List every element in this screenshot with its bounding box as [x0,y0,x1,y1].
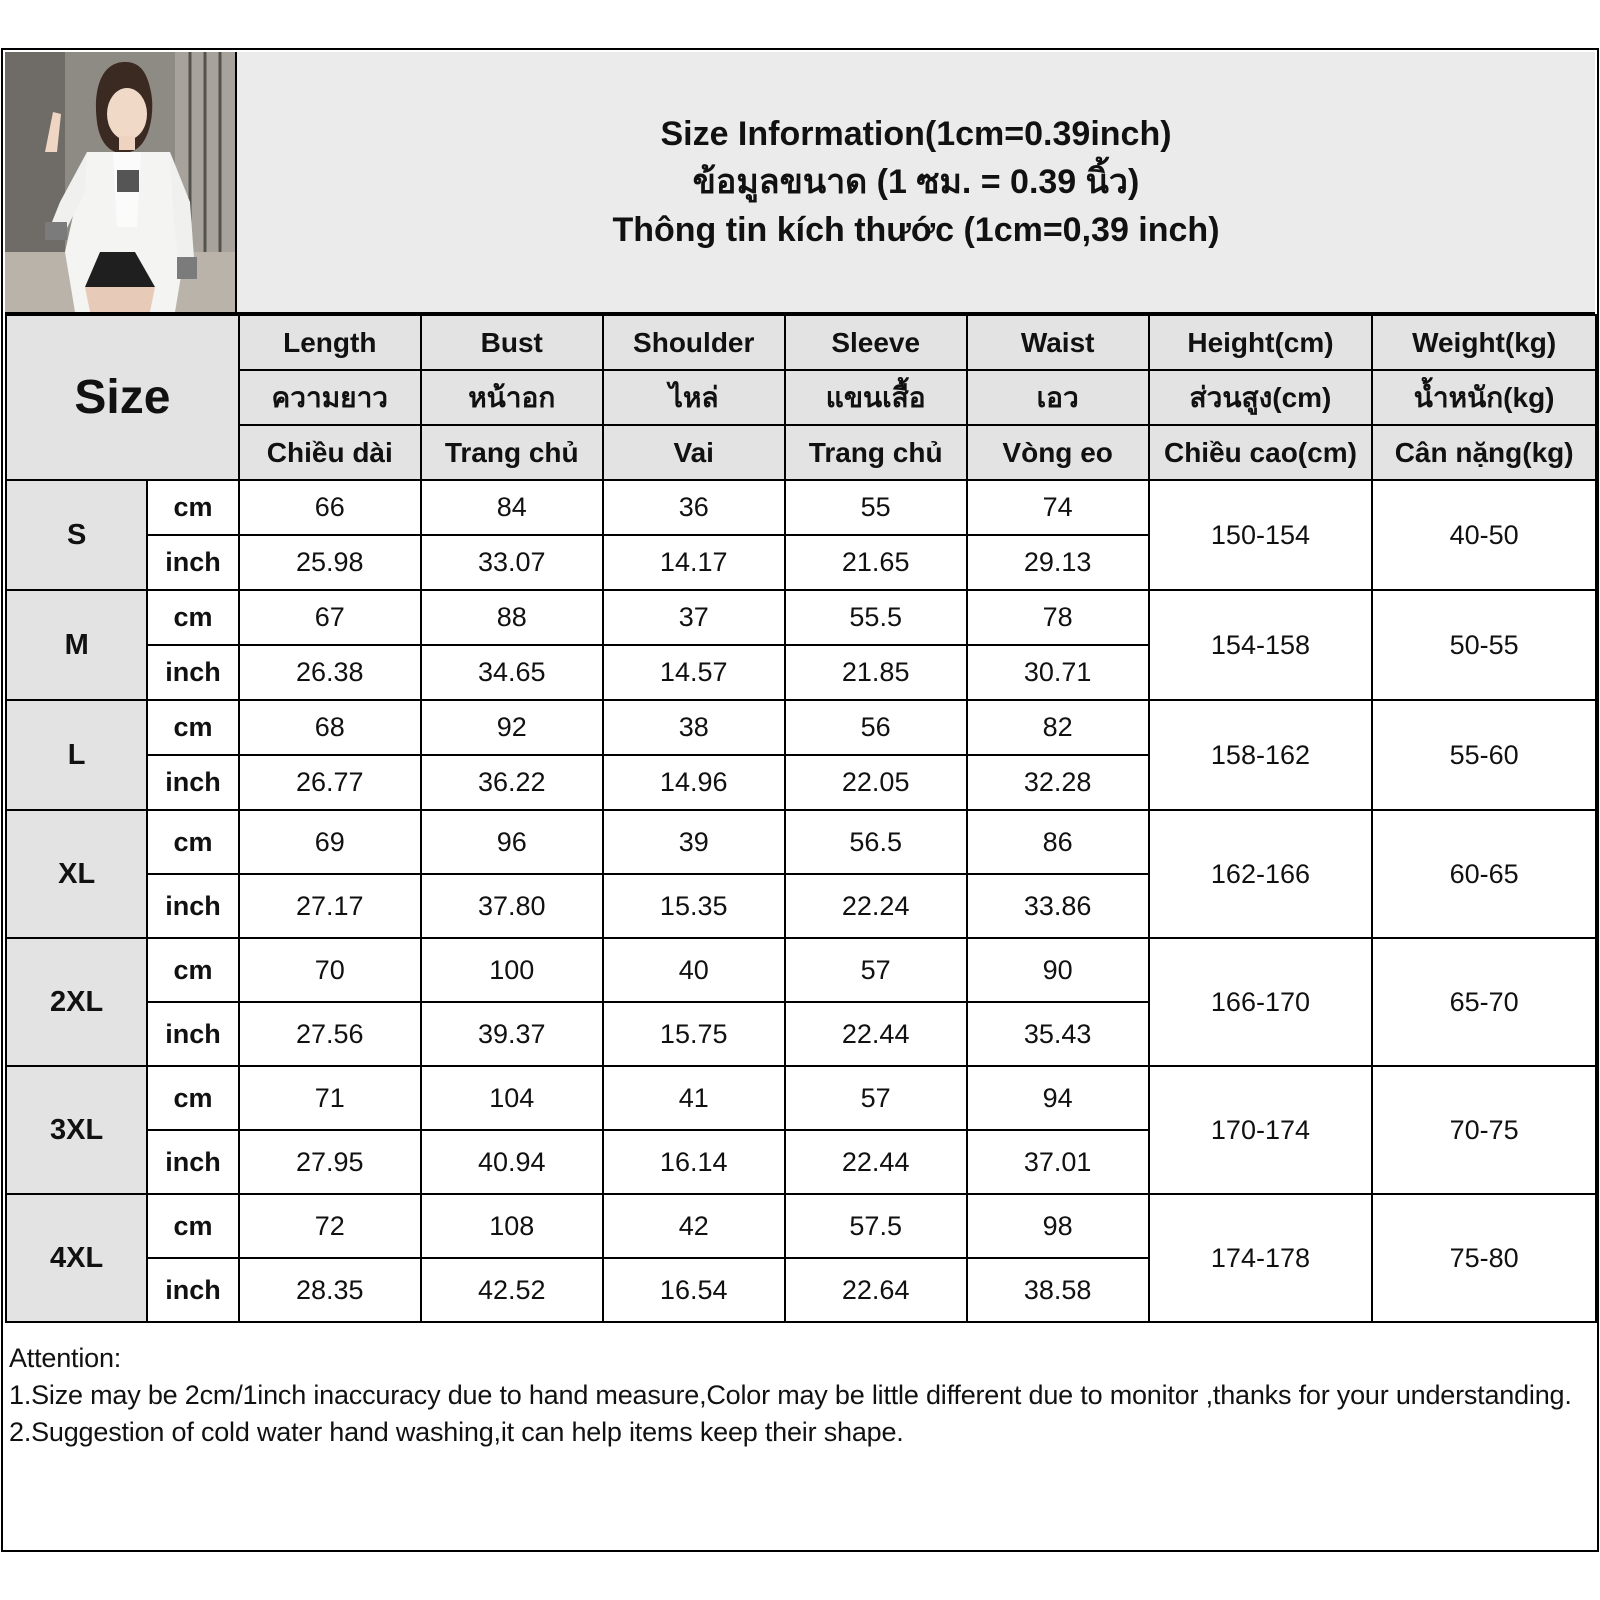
cell-shoulder-inch: 16.54 [603,1258,785,1322]
column-header-height-vi: Chiều cao(cm) [1149,425,1373,480]
cell-height: 174-178 [1149,1194,1373,1322]
cell-height: 158-162 [1149,700,1373,810]
unit-cm: cm [147,590,239,645]
cell-bust-cm: 88 [421,590,603,645]
cell-height: 166-170 [1149,938,1373,1066]
cell-length-inch: 27.56 [239,1002,421,1066]
unit-inch: inch [147,1130,239,1194]
cell-bust-cm: 96 [421,810,603,874]
column-header-waist-thai: เอว [967,370,1149,425]
column-header-sleeve-vi: Trang chủ [785,425,967,480]
cell-bust-inch: 36.22 [421,755,603,810]
size-table [5,314,1597,1323]
column-header-bust: Bust [421,315,603,370]
column-header-length-thai: ความยาว [239,370,421,425]
cell-length-cm: 71 [239,1066,421,1130]
unit-inch: inch [147,755,239,810]
cell-shoulder-cm: 40 [603,938,785,1002]
size-label: M [6,590,147,700]
cell-bust-cm: 100 [421,938,603,1002]
title-vietnamese: Thông tin kích thước (1cm=0,39 inch) [612,211,1220,249]
cell-length-cm: 67 [239,590,421,645]
cell-waist-inch: 33.86 [967,874,1149,938]
column-header-shoulder-thai: ไหล่ [603,370,785,425]
size-label: 4XL [6,1194,147,1322]
header-row-thai [6,370,1596,425]
cell-length-inch: 26.38 [239,645,421,700]
cell-weight: 60-65 [1372,810,1596,938]
cell-bust-inch: 33.07 [421,535,603,590]
unit-cm: cm [147,480,239,535]
table-row [6,810,1596,874]
column-header-weight: Weight(kg) [1372,315,1596,370]
cell-shoulder-inch: 15.35 [603,874,785,938]
column-header-waist: Waist [967,315,1149,370]
cell-shoulder-cm: 41 [603,1066,785,1130]
cell-waist-cm: 94 [967,1066,1149,1130]
cell-length-inch: 27.95 [239,1130,421,1194]
size-label: S [6,480,147,590]
cell-sleeve-cm: 57 [785,938,967,1002]
product-photo-illustration [5,52,235,312]
cell-length-inch: 25.98 [239,535,421,590]
cell-waist-cm: 78 [967,590,1149,645]
cell-sleeve-inch: 22.44 [785,1002,967,1066]
cell-waist-inch: 35.43 [967,1002,1149,1066]
cell-weight: 50-55 [1372,590,1596,700]
cell-waist-inch: 30.71 [967,645,1149,700]
attention-note-1: 1.Size may be 2cm/1inch inaccuracy due to hand measure,Color may be little different due to monitor ,thanks for your understanding. [9,1380,1572,1410]
column-header-sleeve-thai: แขนเสื้อ [785,370,967,425]
attention-notes [9,1340,1587,1451]
title-panel [237,52,1595,314]
unit-inch: inch [147,1002,239,1066]
unit-cm: cm [147,810,239,874]
cell-waist-cm: 90 [967,938,1149,1002]
column-header-bust-thai: หน้าอก [421,370,603,425]
cell-waist-inch: 37.01 [967,1130,1149,1194]
cell-shoulder-cm: 37 [603,590,785,645]
cell-length-inch: 28.35 [239,1258,421,1322]
cell-length-cm: 69 [239,810,421,874]
cell-length-cm: 68 [239,700,421,755]
title-english: Size Information(1cm=0.39inch) [660,115,1172,153]
unit-inch: inch [147,645,239,700]
column-header-height-thai: ส่วนสูง(cm) [1149,370,1373,425]
cell-shoulder-inch: 14.57 [603,645,785,700]
cell-shoulder-inch: 14.17 [603,535,785,590]
size-label: 2XL [6,938,147,1066]
cell-sleeve-inch: 21.85 [785,645,967,700]
table-row [6,1194,1596,1258]
unit-cm: cm [147,1194,239,1258]
column-header-shoulder: Shoulder [603,315,785,370]
cell-weight: 75-80 [1372,1194,1596,1322]
cell-waist-cm: 74 [967,480,1149,535]
cell-sleeve-cm: 57.5 [785,1194,967,1258]
cell-waist-inch: 38.58 [967,1258,1149,1322]
cell-sleeve-inch: 21.65 [785,535,967,590]
column-header-sleeve: Sleeve [785,315,967,370]
cell-sleeve-cm: 55 [785,480,967,535]
unit-inch: inch [147,874,239,938]
unit-cm: cm [147,1066,239,1130]
cell-shoulder-cm: 38 [603,700,785,755]
cell-length-cm: 72 [239,1194,421,1258]
cell-shoulder-inch: 15.75 [603,1002,785,1066]
cell-waist-cm: 98 [967,1194,1149,1258]
cell-sleeve-cm: 56.5 [785,810,967,874]
column-header-length-vi: Chiều dài [239,425,421,480]
size-column-header: Size [6,315,239,480]
cell-waist-inch: 32.28 [967,755,1149,810]
cell-shoulder-cm: 36 [603,480,785,535]
cell-bust-cm: 84 [421,480,603,535]
title-thai: ข้อมูลขนาด (1 ซม. = 0.39 นิ้ว) [692,163,1140,201]
cell-weight: 40-50 [1372,480,1596,590]
cell-sleeve-cm: 56 [785,700,967,755]
unit-inch: inch [147,1258,239,1322]
column-header-weight-thai: น้ำหนัก(kg) [1372,370,1596,425]
product-photo [5,52,237,314]
cell-height: 154-158 [1149,590,1373,700]
table-row [6,700,1596,755]
cell-waist-inch: 29.13 [967,535,1149,590]
size-label: 3XL [6,1066,147,1194]
cell-sleeve-inch: 22.64 [785,1258,967,1322]
cell-weight: 55-60 [1372,700,1596,810]
column-header-length: Length [239,315,421,370]
header-row-vietnamese [6,425,1596,480]
table-row [6,480,1596,535]
cell-sleeve-inch: 22.05 [785,755,967,810]
cell-sleeve-cm: 57 [785,1066,967,1130]
cell-sleeve-inch: 22.44 [785,1130,967,1194]
size-label: L [6,700,147,810]
cell-waist-cm: 82 [967,700,1149,755]
unit-cm: cm [147,700,239,755]
cell-bust-inch: 37.80 [421,874,603,938]
cell-bust-cm: 104 [421,1066,603,1130]
cell-waist-cm: 86 [967,810,1149,874]
table-row [6,938,1596,1002]
cell-shoulder-cm: 42 [603,1194,785,1258]
attention-note-2: 2.Suggestion of cold water hand washing,it can help items keep their shape. [9,1417,904,1447]
cell-height: 170-174 [1149,1066,1373,1194]
column-header-shoulder-vi: Vai [603,425,785,480]
cell-length-cm: 66 [239,480,421,535]
cell-length-inch: 27.17 [239,874,421,938]
column-header-bust-vi: Trang chủ [421,425,603,480]
cell-shoulder-inch: 14.96 [603,755,785,810]
header-row-english [6,315,1596,370]
attention-heading: Attention: [9,1343,122,1373]
table-row [6,590,1596,645]
column-header-height: Height(cm) [1149,315,1373,370]
cell-weight: 65-70 [1372,938,1596,1066]
cell-bust-inch: 42.52 [421,1258,603,1322]
cell-bust-inch: 34.65 [421,645,603,700]
column-header-weight-vi: Cân nặng(kg) [1372,425,1596,480]
unit-inch: inch [147,535,239,590]
cell-bust-cm: 108 [421,1194,603,1258]
cell-bust-inch: 39.37 [421,1002,603,1066]
cell-sleeve-cm: 55.5 [785,590,967,645]
size-label: XL [6,810,147,938]
cell-shoulder-cm: 39 [603,810,785,874]
cell-shoulder-inch: 16.14 [603,1130,785,1194]
column-header-waist-vi: Vòng eo [967,425,1149,480]
cell-height: 162-166 [1149,810,1373,938]
size-chart-frame [1,48,1599,1552]
cell-height: 150-154 [1149,480,1373,590]
cell-length-inch: 26.77 [239,755,421,810]
cell-bust-cm: 92 [421,700,603,755]
unit-cm: cm [147,938,239,1002]
cell-bust-inch: 40.94 [421,1130,603,1194]
table-row [6,1066,1596,1130]
cell-sleeve-inch: 22.24 [785,874,967,938]
cell-weight: 70-75 [1372,1066,1596,1194]
cell-length-cm: 70 [239,938,421,1002]
